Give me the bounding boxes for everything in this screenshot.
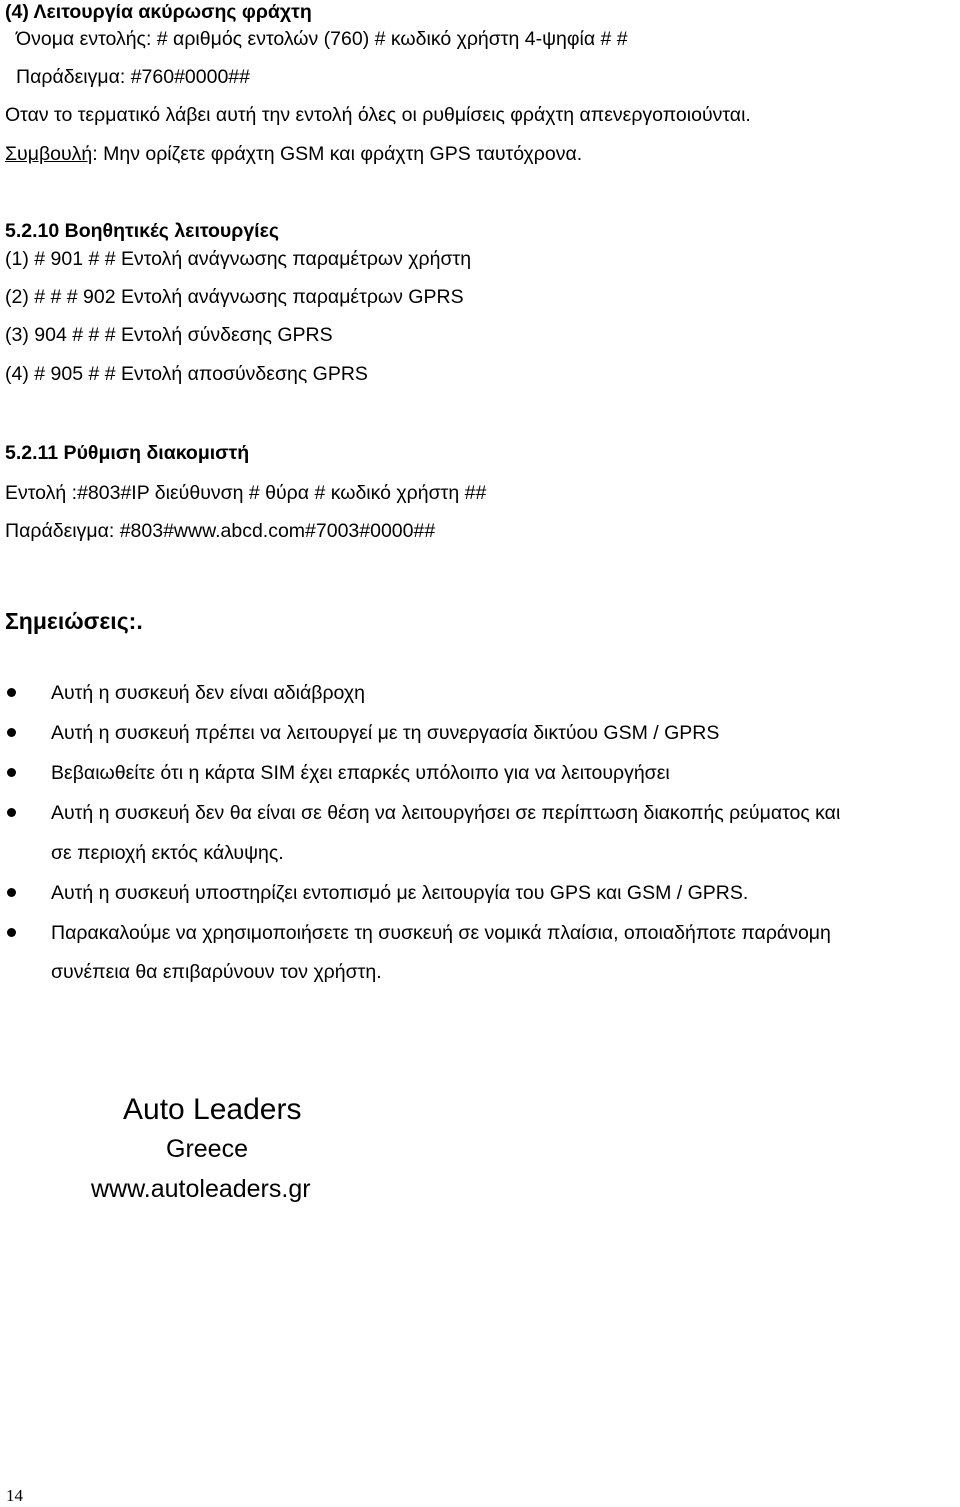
fence-cancel-heading: (4) Λειτουργία ακύρωσης φράχτη	[5, 1, 312, 23]
bullet-icon	[7, 728, 16, 737]
note-item-continuation: συνέπεια θα επιβαρύνουν τον χρήστη.	[51, 961, 382, 983]
fence-cancel-example: Παράδειγμα: #760#0000##	[16, 66, 250, 88]
note-item: Αυτή η συσκευή δεν θα είναι σε θέση να λειτουργήσει σε περίπτωση διακοπής ρεύματος και	[51, 802, 841, 824]
note-item-continuation: σε περιοχή εκτός κάλυψης.	[51, 842, 284, 864]
aux-function-item: (2) # # # 902 Εντολή ανάγνωσης παραμέτρων GPRS	[5, 286, 464, 308]
brand-name: Auto Leaders	[123, 1093, 302, 1126]
bullet-icon	[7, 928, 16, 937]
server-setup-example: Παράδειγμα: #803#www.abcd.com#7003#0000##	[5, 520, 436, 542]
aux-function-item: (3) 904 # # # Εντολή σύνδεσης GPRS	[5, 324, 333, 346]
aux-functions-heading: 5.2.10 Βοηθητικές λειτουργίες	[5, 220, 279, 242]
advice-label: Συμβουλή	[5, 143, 93, 165]
page-number: 14	[6, 1486, 23, 1505]
advice-text: : Μην ορίζετε φράχτη GSM και φράχτη GPS ταυτόχρονα.	[92, 143, 583, 165]
note-item: Αυτή η συσκευή υποστηρίζει εντοπισμό με λειτουργία του GPS και GSM / GPRS.	[51, 882, 749, 904]
note-item: Αυτή η συσκευή πρέπει να λειτουργεί με τη συνεργασία δικτύου GSM / GPRS	[51, 722, 720, 744]
brand-country: Greece	[166, 1135, 248, 1163]
bullet-icon	[7, 808, 16, 817]
note-item: Παρακαλούμε να χρησιμοποιήσετε τη συσκευή σε νομικά πλαίσια, οποιαδήποτε παράνομη	[51, 922, 831, 944]
note-item: Βεβαιωθείτε ότι η κάρτα SIM έχει επαρκές υπόλοιπο για να λειτουργήσει	[51, 762, 670, 784]
bullet-icon	[7, 768, 16, 777]
notes-heading: Σημειώσεις:.	[5, 608, 143, 634]
fence-cancel-description: Οταν το τερματικό λάβει αυτή την εντολή όλες οι ρυθμίσεις φράχτη απενεργοποιούνται.	[5, 104, 751, 126]
aux-function-item: (1) # 901 # # Εντολή ανάγνωσης παραμέτρων χρήστη	[5, 248, 472, 270]
brand-website: www.autoleaders.gr	[91, 1175, 311, 1203]
fence-cancel-command-name: Όνομα εντολής: # αριθμός εντολών (760) # κωδικό χρήστη 4-ψηφία # #	[16, 28, 628, 50]
server-setup-heading: 5.2.11 Ρύθμιση διακομιστή	[5, 442, 250, 464]
aux-function-item: (4) # 905 # # Εντολή αποσύνδεσης GPRS	[5, 363, 368, 385]
bullet-icon	[7, 688, 16, 697]
note-item: Αυτή η συσκευή δεν είναι αδιάβροχη	[51, 682, 365, 704]
bullet-icon	[7, 888, 16, 897]
server-setup-command: Εντολή :#803#IP διεύθυνση # θύρα # κωδικό χρήστη ##	[5, 482, 487, 504]
fence-cancel-advice	[5, 142, 582, 166]
